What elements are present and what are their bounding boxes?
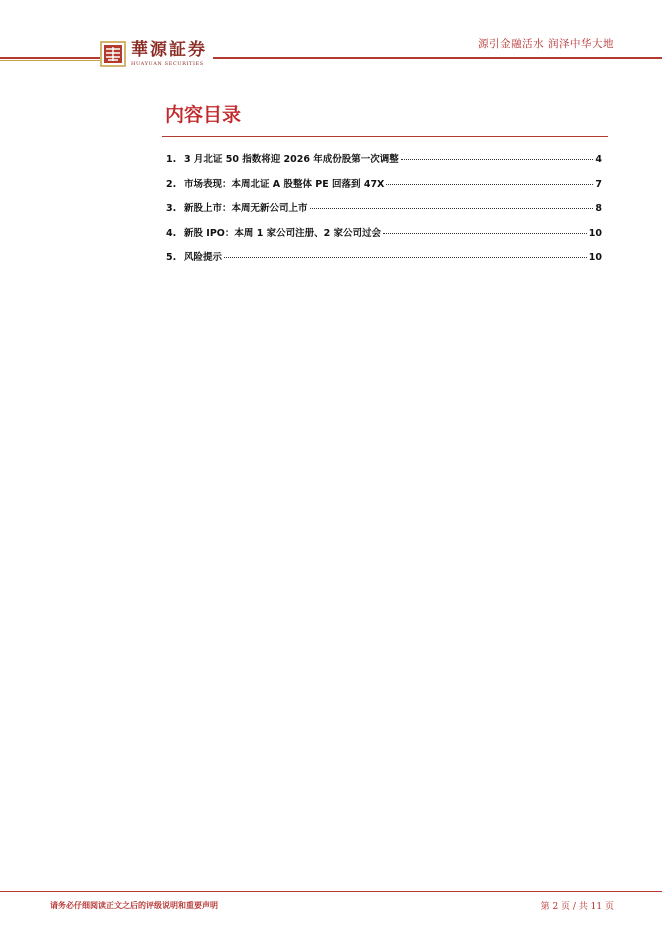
toc-entry-number: 3. [166, 203, 177, 214]
toc-title: 内容目录 [165, 104, 242, 126]
toc-entry-5[interactable] [166, 249, 602, 274]
toc-leader-dots [386, 184, 593, 185]
toc-entry-3[interactable] [166, 200, 602, 225]
table-of-contents [166, 151, 602, 274]
toc-leader-dots [383, 233, 587, 234]
logo-english-name: HUAYUAN SECURITIES [131, 61, 204, 67]
company-logo [100, 41, 213, 71]
toc-entry-page: 4 [595, 154, 602, 165]
toc-leader-dots [224, 257, 587, 258]
toc-entry-title: 市场表现：本周北证 A 股整体 PE 回落到 47X [184, 178, 385, 190]
toc-entry-2[interactable] [166, 176, 602, 201]
toc-entry-number: 2. [166, 178, 177, 190]
toc-entry-title: 风险提示 [184, 252, 223, 263]
header-slogan: 源引金融活水 润泽中华大地 [478, 38, 614, 50]
toc-entry-number: 5. [166, 252, 177, 263]
huayuan-logo-icon [100, 41, 126, 67]
footer-disclaimer: 请务必仔细阅读正文之后的评级说明和重要声明 [50, 900, 218, 910]
toc-entry-1[interactable] [166, 151, 602, 176]
toc-leader-dots [310, 208, 594, 209]
toc-divider [162, 136, 608, 137]
logo-name: 華源証券 [131, 40, 207, 60]
page-number: 第 2 页 / 共 11 页 [540, 902, 614, 912]
toc-entry-title: 新股上市：本周无新公司上市 [184, 203, 308, 214]
toc-entry-page: 8 [595, 203, 602, 214]
toc-leader-dots [401, 159, 594, 160]
toc-entry-number: 4. [166, 227, 177, 239]
footer-divider [0, 891, 662, 892]
toc-entry-page: 10 [588, 252, 602, 263]
toc-entry-title: 3 月北证 50 指数将迎 2026 年成份股第一次调整 [184, 154, 399, 165]
header-accent-line [0, 60, 100, 61]
toc-entry-page: 7 [595, 178, 602, 190]
toc-entry-page: 10 [588, 227, 602, 239]
toc-entry-number: 1. [166, 154, 177, 165]
toc-entry-4[interactable] [166, 225, 602, 250]
toc-entry-title: 新股 IPO：本周 1 家公司注册、2 家公司过会 [184, 227, 382, 239]
